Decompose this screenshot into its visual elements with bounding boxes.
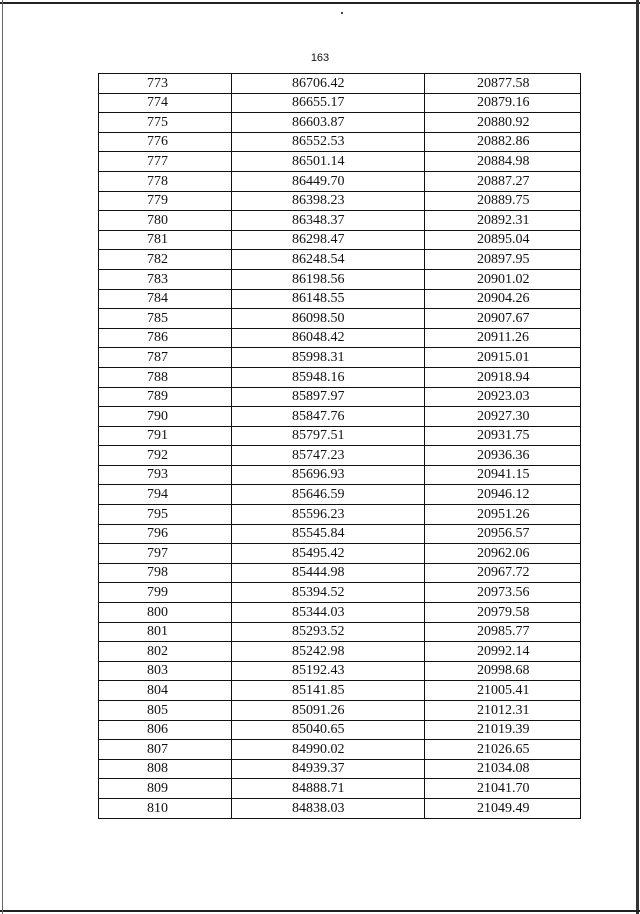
table-row (99, 759, 581, 779)
table-row (99, 250, 581, 270)
row-number-cell: 795 (99, 505, 232, 525)
row-number-cell: 794 (99, 485, 232, 505)
first-value-cell: 85495.42 (232, 544, 425, 564)
first-value-cell: 84838.03 (232, 798, 425, 818)
table-row (99, 132, 581, 152)
table-row (99, 74, 581, 94)
second-value-cell: 21034.08 (425, 759, 581, 779)
table-row (99, 191, 581, 211)
first-value-cell: 86706.42 (232, 74, 425, 94)
first-value-cell: 85040.65 (232, 720, 425, 740)
row-number-cell: 798 (99, 563, 232, 583)
first-value-cell: 84990.02 (232, 740, 425, 760)
row-number-cell: 781 (99, 230, 232, 250)
second-value-cell: 20895.04 (425, 230, 581, 250)
second-value-cell: 21026.65 (425, 740, 581, 760)
second-value-cell: 20887.27 (425, 171, 581, 191)
second-value-cell: 21041.70 (425, 779, 581, 799)
second-value-cell: 20927.30 (425, 407, 581, 427)
second-value-cell: 21049.49 (425, 798, 581, 818)
second-value-cell: 20973.56 (425, 583, 581, 603)
first-value-cell: 85948.16 (232, 367, 425, 387)
second-value-cell: 21019.39 (425, 720, 581, 740)
table-row (99, 681, 581, 701)
table-row (99, 603, 581, 623)
first-value-cell: 85242.98 (232, 642, 425, 662)
first-value-cell: 86298.47 (232, 230, 425, 250)
first-value-cell: 86501.14 (232, 152, 425, 172)
table-row (99, 485, 581, 505)
table-body (99, 74, 581, 819)
second-value-cell: 20907.67 (425, 309, 581, 329)
row-number-cell: 797 (99, 544, 232, 564)
row-number-cell: 805 (99, 701, 232, 721)
table-row (99, 720, 581, 740)
first-value-cell: 86552.53 (232, 132, 425, 152)
row-number-cell: 796 (99, 524, 232, 544)
first-value-cell: 85192.43 (232, 661, 425, 681)
table-row (99, 171, 581, 191)
first-value-cell: 85344.03 (232, 603, 425, 623)
second-value-cell: 20931.75 (425, 426, 581, 446)
second-value-cell: 20882.86 (425, 132, 581, 152)
first-value-cell: 85998.31 (232, 348, 425, 368)
row-number-cell: 773 (99, 74, 232, 94)
first-value-cell: 85091.26 (232, 701, 425, 721)
first-value-cell: 86655.17 (232, 93, 425, 113)
row-number-cell: 776 (99, 132, 232, 152)
first-value-cell: 86048.42 (232, 328, 425, 348)
table-row (99, 524, 581, 544)
row-number-cell: 791 (99, 426, 232, 446)
table-row (99, 407, 581, 427)
table-row (99, 211, 581, 231)
row-number-cell: 780 (99, 211, 232, 231)
row-number-cell: 783 (99, 269, 232, 289)
row-number-cell: 801 (99, 622, 232, 642)
row-number-cell: 788 (99, 367, 232, 387)
first-value-cell: 86603.87 (232, 113, 425, 133)
second-value-cell: 20992.14 (425, 642, 581, 662)
table-row (99, 740, 581, 760)
first-value-cell: 85646.59 (232, 485, 425, 505)
row-number-cell: 808 (99, 759, 232, 779)
second-value-cell: 20941.15 (425, 465, 581, 485)
second-value-cell: 20901.02 (425, 269, 581, 289)
table-row (99, 328, 581, 348)
table-row (99, 779, 581, 799)
row-number-cell: 807 (99, 740, 232, 760)
second-value-cell: 20979.58 (425, 603, 581, 623)
table-row (99, 289, 581, 309)
first-value-cell: 86198.56 (232, 269, 425, 289)
second-value-cell: 20884.98 (425, 152, 581, 172)
first-value-cell: 85747.23 (232, 446, 425, 466)
second-value-cell: 20946.12 (425, 485, 581, 505)
first-value-cell: 86348.37 (232, 211, 425, 231)
row-number-cell: 810 (99, 798, 232, 818)
page-border-right (636, 0, 639, 914)
first-value-cell: 85696.93 (232, 465, 425, 485)
table-row (99, 798, 581, 818)
table-row (99, 387, 581, 407)
table-row (99, 622, 581, 642)
first-value-cell: 84939.37 (232, 759, 425, 779)
table-row (99, 465, 581, 485)
first-value-cell: 85394.52 (232, 583, 425, 603)
table-row (99, 661, 581, 681)
row-number-cell: 778 (99, 171, 232, 191)
row-number-cell: 782 (99, 250, 232, 270)
second-value-cell: 20880.92 (425, 113, 581, 133)
row-number-cell: 806 (99, 720, 232, 740)
row-number-cell: 774 (99, 93, 232, 113)
table-row (99, 426, 581, 446)
second-value-cell: 20889.75 (425, 191, 581, 211)
scan-speck (341, 12, 343, 14)
row-number-cell: 787 (99, 348, 232, 368)
table-row (99, 309, 581, 329)
second-value-cell: 20936.36 (425, 446, 581, 466)
row-number-cell: 790 (99, 407, 232, 427)
table-row (99, 701, 581, 721)
first-value-cell: 84888.71 (232, 779, 425, 799)
second-value-cell: 20998.68 (425, 661, 581, 681)
row-number-cell: 800 (99, 603, 232, 623)
second-value-cell: 20892.31 (425, 211, 581, 231)
row-number-cell: 789 (99, 387, 232, 407)
row-number-cell: 792 (99, 446, 232, 466)
row-number-cell: 784 (99, 289, 232, 309)
first-value-cell: 86449.70 (232, 171, 425, 191)
second-value-cell: 21005.41 (425, 681, 581, 701)
table-row (99, 642, 581, 662)
table-row (99, 113, 581, 133)
first-value-cell: 86098.50 (232, 309, 425, 329)
second-value-cell: 20985.77 (425, 622, 581, 642)
table-row (99, 446, 581, 466)
table-row (99, 348, 581, 368)
second-value-cell: 20923.03 (425, 387, 581, 407)
first-value-cell: 85141.85 (232, 681, 425, 701)
second-value-cell: 20897.95 (425, 250, 581, 270)
first-value-cell: 86398.23 (232, 191, 425, 211)
row-number-cell: 802 (99, 642, 232, 662)
second-value-cell: 20904.26 (425, 289, 581, 309)
page-border-bottom (0, 910, 640, 912)
second-value-cell: 20918.94 (425, 367, 581, 387)
table-row (99, 93, 581, 113)
page-number: 163 (310, 52, 330, 64)
row-number-cell: 777 (99, 152, 232, 172)
first-value-cell: 85847.76 (232, 407, 425, 427)
second-value-cell: 21012.31 (425, 701, 581, 721)
first-value-cell: 86148.55 (232, 289, 425, 309)
page-border-top (0, 2, 640, 4)
first-value-cell: 85797.51 (232, 426, 425, 446)
table-row (99, 367, 581, 387)
first-value-cell: 85444.98 (232, 563, 425, 583)
table-row (99, 269, 581, 289)
row-number-cell: 775 (99, 113, 232, 133)
first-value-cell: 85897.97 (232, 387, 425, 407)
first-value-cell: 86248.54 (232, 250, 425, 270)
second-value-cell: 20877.58 (425, 74, 581, 94)
table-row (99, 563, 581, 583)
second-value-cell: 20956.57 (425, 524, 581, 544)
second-value-cell: 20879.16 (425, 93, 581, 113)
first-value-cell: 85596.23 (232, 505, 425, 525)
second-value-cell: 20951.26 (425, 505, 581, 525)
table-row (99, 230, 581, 250)
row-number-cell: 799 (99, 583, 232, 603)
row-number-cell: 785 (99, 309, 232, 329)
row-number-cell: 786 (99, 328, 232, 348)
row-number-cell: 809 (99, 779, 232, 799)
table-row (99, 544, 581, 564)
table-row (99, 583, 581, 603)
second-value-cell: 20967.72 (425, 563, 581, 583)
table-row (99, 505, 581, 525)
coordinates-table (98, 73, 581, 819)
table-row (99, 152, 581, 172)
first-value-cell: 85545.84 (232, 524, 425, 544)
row-number-cell: 793 (99, 465, 232, 485)
page-border-left (2, 0, 3, 914)
second-value-cell: 20915.01 (425, 348, 581, 368)
second-value-cell: 20911.26 (425, 328, 581, 348)
row-number-cell: 779 (99, 191, 232, 211)
row-number-cell: 803 (99, 661, 232, 681)
first-value-cell: 85293.52 (232, 622, 425, 642)
second-value-cell: 20962.06 (425, 544, 581, 564)
row-number-cell: 804 (99, 681, 232, 701)
